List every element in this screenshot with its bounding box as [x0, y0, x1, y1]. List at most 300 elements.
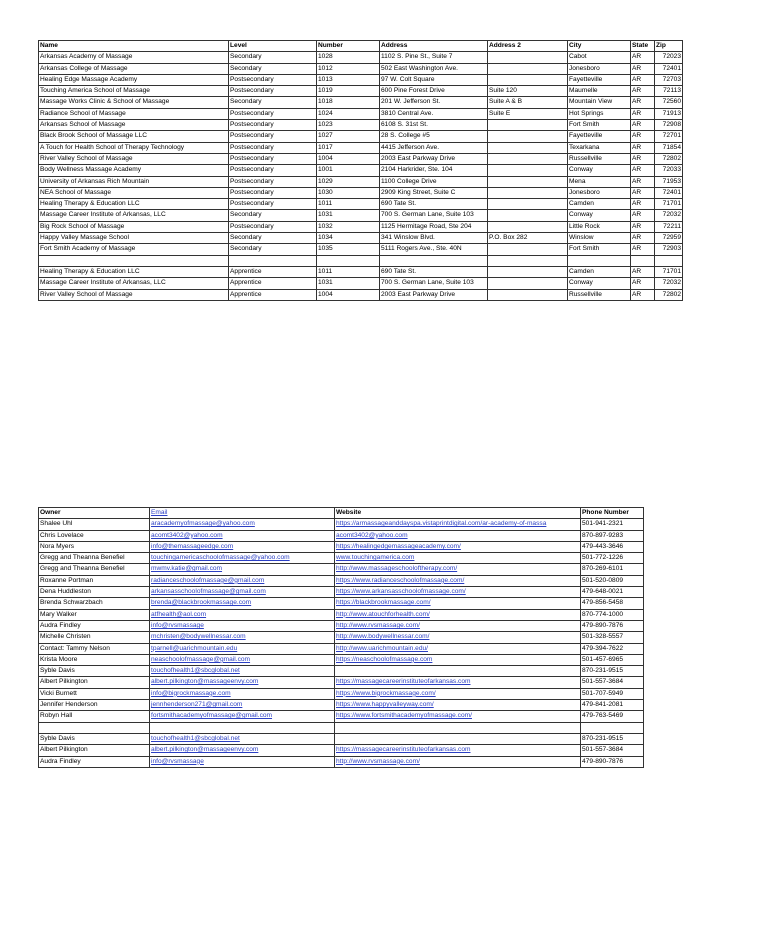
phone-number-cell: 479-394-7622 [581, 643, 644, 654]
table-row [39, 233, 683, 244]
header-address: Address [380, 41, 488, 52]
address-2-cell [488, 63, 568, 74]
table-row [39, 598, 644, 609]
address-2-cell [488, 267, 568, 278]
table-row [39, 86, 683, 97]
state-cell: AR [631, 165, 655, 176]
email-cell[interactable]: tparnell@uarichmountain.edu [150, 643, 335, 654]
phone-number-cell: 479-890-7876 [581, 756, 644, 767]
state-cell: AR [631, 120, 655, 131]
number-cell: 1023 [317, 120, 380, 131]
name-cell: NEA School of Massage [39, 187, 229, 198]
city-cell: Jonesboro [568, 63, 631, 74]
zip-cell: 72401 [655, 187, 683, 198]
number-cell: 1017 [317, 142, 380, 153]
phone-number-cell: 501-520-0809 [581, 575, 644, 586]
city-cell: Little Rock [568, 221, 631, 232]
email-cell[interactable]: radianceschoolofmassage@gmail.com [150, 575, 335, 586]
contacts-table [38, 507, 644, 768]
address-cell: 502 East Washington Ave. [380, 63, 488, 74]
name-cell: Touching America School of Massage [39, 86, 229, 97]
number-cell: 1027 [317, 131, 380, 142]
state-cell: AR [631, 63, 655, 74]
name-cell: Fort Smith Academy of Massage [39, 244, 229, 255]
blank-row [39, 722, 644, 734]
state-cell: AR [631, 108, 655, 119]
table-row [39, 711, 644, 722]
website-cell[interactable]: www.touchingamerica.com [335, 553, 581, 564]
website-cell[interactable]: https://www.bigrockmassage.com/ [335, 688, 581, 699]
level-cell: Postsecondary [229, 142, 317, 153]
number-cell: 1004 [317, 289, 380, 300]
number-cell: 1035 [317, 244, 380, 255]
name-cell: River Valley School of Massage [39, 153, 229, 164]
city-cell: Winslow [568, 233, 631, 244]
name-cell: Arkansas Academy of Massage [39, 52, 229, 63]
email-cell[interactable]: info@rvsmassage [150, 756, 335, 767]
table-row [39, 63, 683, 74]
email-cell[interactable]: mchristen@bodywellnessar.com [150, 632, 335, 643]
name-cell: Arkansas School of Massage [39, 120, 229, 131]
city-cell: Conway [568, 210, 631, 221]
owner-cell: Gregg and Theanna Benefiel [39, 564, 150, 575]
phone-number-cell: 479-443-3646 [581, 541, 644, 552]
zip-cell: 72032 [655, 210, 683, 221]
phone-number-cell: 479-856-5458 [581, 598, 644, 609]
city-cell: Fayetteville [568, 131, 631, 142]
address-cell: 2909 King Street, Suite C [380, 187, 488, 198]
level-cell: Postsecondary [229, 176, 317, 187]
owner-cell: Michelle Christen [39, 632, 150, 643]
owner-cell: Vicki Burnett [39, 688, 150, 699]
level-cell: Postsecondary [229, 187, 317, 198]
level-cell: Secondary [229, 97, 317, 108]
owner-cell: Audra Findley [39, 756, 150, 767]
number-cell: 1018 [317, 97, 380, 108]
owner-cell: Audra Findley [39, 620, 150, 631]
table-row [39, 756, 644, 767]
address-cell: 3810 Central Ave. [380, 108, 488, 119]
table-row [39, 176, 683, 187]
phone-number-cell: 501-941-2321 [581, 519, 644, 530]
address-cell: 2003 East Parkway Drive [380, 289, 488, 300]
owner-cell: Syble Davis [39, 666, 150, 677]
header-city: City [568, 41, 631, 52]
owner-cell: Nora Myers [39, 541, 150, 552]
number-cell: 1032 [317, 221, 380, 232]
website-cell[interactable]: http://www.atouchforhealth.com/ [335, 609, 581, 620]
phone-number-cell: 501-707-5949 [581, 688, 644, 699]
owner-cell: Shalee Uhl [39, 519, 150, 530]
address-cell: 28 S. College #5 [380, 131, 488, 142]
name-cell: A Touch for Health School of Therapy Technology [39, 142, 229, 153]
state-cell: AR [631, 187, 655, 198]
phone-number-cell: 501-557-3684 [581, 677, 644, 688]
state-cell: AR [631, 267, 655, 278]
table-row [39, 187, 683, 198]
table-row [39, 97, 683, 108]
city-cell: Camden [568, 267, 631, 278]
city-cell: Russellville [568, 153, 631, 164]
zip-cell: 72903 [655, 244, 683, 255]
owner-cell: Albert Pilkington [39, 677, 150, 688]
address-cell: 700 S. German Lane, Suite 103 [380, 210, 488, 221]
owner-cell: Roxanne Portman [39, 575, 150, 586]
table-row [39, 120, 683, 131]
website-cell[interactable] [335, 734, 581, 745]
name-cell: Radiance School of Massage [39, 108, 229, 119]
header-email: Email [150, 508, 335, 519]
number-cell: 1030 [317, 187, 380, 198]
zip-cell: 71854 [655, 142, 683, 153]
address-cell: 700 S. German Lane, Suite 103 [380, 278, 488, 289]
table-row [39, 677, 644, 688]
website-cell[interactable]: https://neaschoolofmassage.com [335, 654, 581, 665]
email-cell[interactable]: touchofhealth1@sbcglobal.net [150, 734, 335, 745]
website-cell[interactable]: http://www.uarichmountain.edu/ [335, 643, 581, 654]
address-cell: 1125 Hermitage Road, Ste 204 [380, 221, 488, 232]
phone-number-cell: 870-231-9515 [581, 734, 644, 745]
zip-cell: 72401 [655, 63, 683, 74]
header-level: Level [229, 41, 317, 52]
name-cell: Arkansas College of Massage [39, 63, 229, 74]
name-cell: Healing Edge Massage Academy [39, 74, 229, 85]
zip-cell: 71701 [655, 199, 683, 210]
email-cell[interactable]: neaschoolofmassage@gmail.com [150, 654, 335, 665]
address-2-cell [488, 278, 568, 289]
contacts-header-row [39, 508, 644, 519]
city-cell: Texarkana [568, 142, 631, 153]
address-cell: 201 W. Jefferson St. [380, 97, 488, 108]
table-row [39, 153, 683, 164]
header-state: State [631, 41, 655, 52]
zip-cell: 72959 [655, 233, 683, 244]
owner-cell: Jennifer Henderson [39, 700, 150, 711]
address-2-cell: Suite A & B [488, 97, 568, 108]
table-row [39, 278, 683, 289]
header-address-2: Address 2 [488, 41, 568, 52]
name-cell: Massage Career Institute of Arkansas, LLC [39, 210, 229, 221]
schools-table [38, 40, 683, 301]
website-cell[interactable]: https://www.fortsmithacademyofmassage.com/ [335, 711, 581, 722]
phone-number-cell: 870-774-1000 [581, 609, 644, 620]
number-cell: 1012 [317, 63, 380, 74]
phone-number-cell: 501-328-5557 [581, 632, 644, 643]
table-row [39, 745, 644, 756]
email-cell[interactable]: fortsmithacademyofmassage@gmail.com [150, 711, 335, 722]
email-cell[interactable]: touchingamericaschoolofmassage@yahoo.com [150, 553, 335, 564]
email-cell[interactable]: aracademyofmassage@yahoo.com [150, 519, 335, 530]
header-number: Number [317, 41, 380, 52]
owner-cell: Syble Davis [39, 734, 150, 745]
address-2-cell: P.O. Box 282 [488, 233, 568, 244]
level-cell: Apprentice [229, 278, 317, 289]
owner-cell: Contact: Tammy Nelson [39, 643, 150, 654]
table-row [39, 609, 644, 620]
address-cell: 5111 Rogers Ave., Ste. 40N [380, 244, 488, 255]
city-cell: Fort Smith [568, 244, 631, 255]
email-cell[interactable]: jennhenderson271@gmail.com [150, 700, 335, 711]
number-cell: 1034 [317, 233, 380, 244]
address-cell: 1100 College Drive [380, 176, 488, 187]
number-cell: 1031 [317, 210, 380, 221]
website-cell[interactable]: https://massagecareerinstituteofarkansas.com [335, 745, 581, 756]
address-cell: 4415 Jefferson Ave. [380, 142, 488, 153]
number-cell: 1011 [317, 267, 380, 278]
address-2-cell [488, 165, 568, 176]
table-row [39, 221, 683, 232]
city-cell: Jonesboro [568, 187, 631, 198]
website-cell[interactable]: https://www.happyvalleyway.com/ [335, 700, 581, 711]
state-cell: AR [631, 221, 655, 232]
level-cell: Secondary [229, 210, 317, 221]
website-cell[interactable]: acomt3402@yahoo.com [335, 530, 581, 541]
level-cell: Apprentice [229, 289, 317, 300]
address-2-cell [488, 221, 568, 232]
number-cell: 1028 [317, 52, 380, 63]
address-2-cell: Suite 120 [488, 86, 568, 97]
table-row [39, 519, 644, 530]
email-cell[interactable]: albert.pilkington@massageenvy.com [150, 677, 335, 688]
address-2-cell [488, 120, 568, 131]
table-row [39, 587, 644, 598]
website-cell[interactable]: https://www.arkansasschoolofmassage.com/ [335, 587, 581, 598]
number-cell: 1031 [317, 278, 380, 289]
owner-cell: Gregg and Theanna Benefiel [39, 553, 150, 564]
state-cell: AR [631, 278, 655, 289]
header-owner: Owner [39, 508, 150, 519]
address-cell: 690 Tate St. [380, 267, 488, 278]
website-cell[interactable] [335, 666, 581, 677]
table-row [39, 575, 644, 586]
address-cell: 6108 S. 31st St. [380, 120, 488, 131]
phone-number-cell: 870-269-6101 [581, 564, 644, 575]
zip-cell: 72211 [655, 221, 683, 232]
zip-cell: 71701 [655, 267, 683, 278]
owner-cell: Robyn Hall [39, 711, 150, 722]
table-row [39, 210, 683, 221]
address-cell: 2104 Harkrider, Ste. 104 [380, 165, 488, 176]
name-cell: Massage Works Clinic & School of Massage [39, 97, 229, 108]
phone-number-cell: 501-772-1226 [581, 553, 644, 564]
city-cell: Hot Springs [568, 108, 631, 119]
website-cell[interactable]: https://www.radianceschoolofmassage.com/ [335, 575, 581, 586]
address-2-cell: Suite E [488, 108, 568, 119]
address-2-cell [488, 187, 568, 198]
number-cell: 1001 [317, 165, 380, 176]
address-2-cell [488, 199, 568, 210]
level-cell: Postsecondary [229, 153, 317, 164]
city-cell: Camden [568, 199, 631, 210]
city-cell: Fort Smith [568, 120, 631, 131]
email-cell[interactable]: info@themassageedge.com [150, 541, 335, 552]
owner-cell: Mary Walker [39, 609, 150, 620]
state-cell: AR [631, 97, 655, 108]
state-cell: AR [631, 74, 655, 85]
table-row [39, 564, 644, 575]
name-cell: Body Wellness Massage Academy [39, 165, 229, 176]
website-cell[interactable]: http://www.rvsmassage.com/ [335, 756, 581, 767]
table-row [39, 530, 644, 541]
zip-cell: 72023 [655, 52, 683, 63]
address-2-cell [488, 131, 568, 142]
table-row [39, 131, 683, 142]
email-cell[interactable]: info@bigrockmassage.com [150, 688, 335, 699]
level-cell: Postsecondary [229, 199, 317, 210]
level-cell: Postsecondary [229, 221, 317, 232]
zip-cell: 72802 [655, 153, 683, 164]
number-cell: 1004 [317, 153, 380, 164]
level-cell: Secondary [229, 244, 317, 255]
state-cell: AR [631, 131, 655, 142]
table-row [39, 553, 644, 564]
name-cell: Big Rock School of Massage [39, 221, 229, 232]
level-cell: Secondary [229, 233, 317, 244]
level-cell: Postsecondary [229, 131, 317, 142]
table-row [39, 620, 644, 631]
table-row [39, 643, 644, 654]
owner-cell: Chris Lovelace [39, 530, 150, 541]
table-row [39, 700, 644, 711]
phone-number-cell: 501-557-3684 [581, 745, 644, 756]
website-cell[interactable]: https://blackbrookmassage.com/ [335, 598, 581, 609]
number-cell: 1019 [317, 86, 380, 97]
website-cell[interactable]: https://healingedgemassageacademy.com/ [335, 541, 581, 552]
blank-row [39, 255, 683, 267]
zip-cell: 72032 [655, 278, 683, 289]
phone-number-cell: 479-841-2081 [581, 700, 644, 711]
address-cell: 600 Pine Forest Drive [380, 86, 488, 97]
level-cell: Postsecondary [229, 74, 317, 85]
header-name: Name [39, 41, 229, 52]
email-cell[interactable]: mwmv.katie@gmail.com [150, 564, 335, 575]
table-row [39, 52, 683, 63]
city-cell: Cabot [568, 52, 631, 63]
number-cell: 1013 [317, 74, 380, 85]
table-row [39, 267, 683, 278]
state-cell: AR [631, 153, 655, 164]
table-row [39, 199, 683, 210]
level-cell: Secondary [229, 52, 317, 63]
city-cell: Maumelle [568, 86, 631, 97]
state-cell: AR [631, 52, 655, 63]
zip-cell: 72701 [655, 131, 683, 142]
city-cell: Fayetteville [568, 74, 631, 85]
email-cell[interactable]: brenda@blackbrookmassage.com [150, 598, 335, 609]
city-cell: Russellville [568, 289, 631, 300]
email-cell[interactable]: touchofhealth1@sbcglobal.net [150, 666, 335, 677]
website-cell[interactable]: http://www.massageschooloftherapy.com/ [335, 564, 581, 575]
table-row [39, 688, 644, 699]
header-zip: Zip [655, 41, 683, 52]
zip-cell: 72560 [655, 97, 683, 108]
number-cell: 1011 [317, 199, 380, 210]
owner-cell: Dena Huddleston [39, 587, 150, 598]
city-cell: Conway [568, 278, 631, 289]
address-cell: 97 W. Colt Square [380, 74, 488, 85]
email-cell[interactable]: albert.pilkington@massageenvy.com [150, 745, 335, 756]
name-cell: Happy Valley Massage School [39, 233, 229, 244]
email-cell[interactable]: info@rvsmassage [150, 620, 335, 631]
city-cell: Mena [568, 176, 631, 187]
email-cell[interactable]: arkansasschoolofmassage@gmail.com [150, 587, 335, 598]
address-2-cell [488, 142, 568, 153]
state-cell: AR [631, 176, 655, 187]
table-row [39, 108, 683, 119]
name-cell: Black Brook School of Massage LLC [39, 131, 229, 142]
address-2-cell [488, 210, 568, 221]
table-row [39, 541, 644, 552]
website-cell[interactable]: http://www.rvsmassage.com/ [335, 620, 581, 631]
name-cell: Healing Therapy & Education LLC [39, 267, 229, 278]
table-row [39, 289, 683, 300]
address-2-cell [488, 244, 568, 255]
website-cell[interactable]: https://massagecareerinstituteofarkansas.com [335, 677, 581, 688]
owner-cell: Brenda Schwarzbach [39, 598, 150, 609]
address-2-cell [488, 176, 568, 187]
zip-cell: 71953 [655, 176, 683, 187]
zip-cell: 72033 [655, 165, 683, 176]
state-cell: AR [631, 233, 655, 244]
number-cell: 1024 [317, 108, 380, 119]
website-cell[interactable]: http://www.bodywellnessar.com/ [335, 632, 581, 643]
name-cell: University of Arkansas Rich Mountain [39, 176, 229, 187]
zip-cell: 72113 [655, 86, 683, 97]
state-cell: AR [631, 244, 655, 255]
header-phone-number: Phone Number [581, 508, 644, 519]
name-cell: River Valley School of Massage [39, 289, 229, 300]
phone-number-cell: 479-763-5469 [581, 711, 644, 722]
phone-number-cell: 479-648-0021 [581, 587, 644, 598]
city-cell: Mountain View [568, 97, 631, 108]
city-cell: Conway [568, 165, 631, 176]
website-cell[interactable]: https://armassageanddayspa.vistaprintdigital.com/ar-academy-of-massa [335, 519, 581, 530]
schools-header-row [39, 41, 683, 52]
address-cell: 341 Winslow Blvd. [380, 233, 488, 244]
zip-cell: 72802 [655, 289, 683, 300]
table-row [39, 734, 644, 745]
header-website: Website [335, 508, 581, 519]
state-cell: AR [631, 289, 655, 300]
phone-number-cell: 870-231-9515 [581, 666, 644, 677]
level-cell: Apprentice [229, 267, 317, 278]
table-row [39, 74, 683, 85]
level-cell: Secondary [229, 63, 317, 74]
email-cell[interactable]: acomt3402@yahoo.com [150, 530, 335, 541]
level-cell: Postsecondary [229, 108, 317, 119]
state-cell: AR [631, 210, 655, 221]
table-row [39, 142, 683, 153]
address-2-cell [488, 52, 568, 63]
phone-number-cell: 501-457-6965 [581, 654, 644, 665]
address-cell: 2003 East Parkway Drive [380, 153, 488, 164]
level-cell: Postsecondary [229, 86, 317, 97]
address-cell: 690 Tate St. [380, 199, 488, 210]
phone-number-cell: 479-890-7876 [581, 620, 644, 631]
level-cell: Postsecondary [229, 120, 317, 131]
address-2-cell [488, 153, 568, 164]
table-row [39, 165, 683, 176]
zip-cell: 71913 [655, 108, 683, 119]
address-2-cell [488, 289, 568, 300]
number-cell: 1029 [317, 176, 380, 187]
name-cell: Massage Career Institute of Arkansas, LLC [39, 278, 229, 289]
name-cell: Healing Therapy & Education LLC [39, 199, 229, 210]
table-row [39, 632, 644, 643]
zip-cell: 72908 [655, 120, 683, 131]
email-cell[interactable]: atfhealth@aol.com [150, 609, 335, 620]
phone-number-cell: 870-897-9283 [581, 530, 644, 541]
